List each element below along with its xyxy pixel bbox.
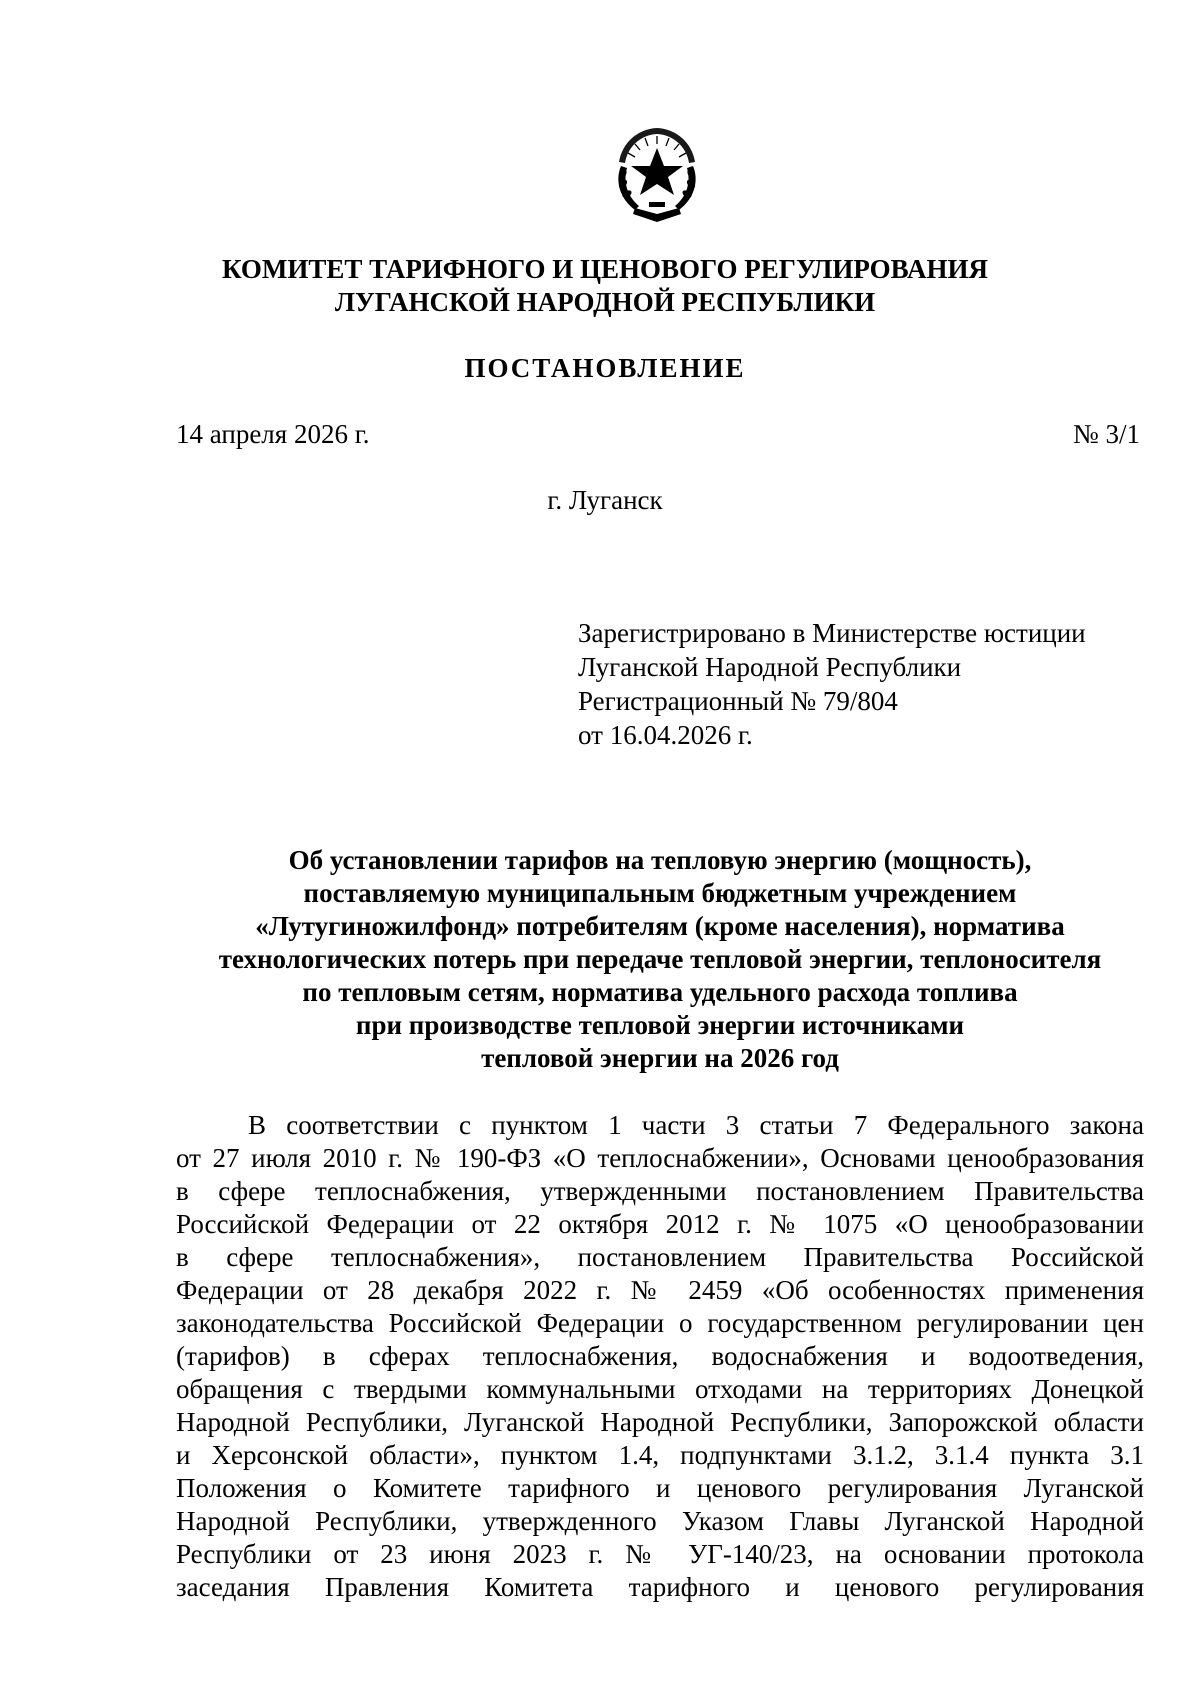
body-line: Народной Республики, Луганской Народной Республики, Запорожской области (176, 1407, 1144, 1437)
body-line: В соответствии с пунктом 1 части 3 статьи 7 Федерального закона (248, 1110, 1144, 1140)
registration-line: от 16.04.2026 г. (578, 720, 753, 750)
document-type: ПОСТАНОВЛЕНИЕ (464, 353, 746, 383)
body-line: в сфере теплоснабжения», постановлением Правительства Российской (176, 1242, 1144, 1272)
registration-line: Регистрационный № 79/804 (578, 686, 898, 716)
title-line: поставляемую муниципальным бюджетным учреждением (303, 878, 1017, 908)
body-line: законодательства Российской Федерации о государственном регулировании цен (176, 1308, 1144, 1338)
title-line: «Лутугиножилфонд» потребителям (кроме населения), норматива (255, 911, 1065, 941)
state-emblem-icon (605, 122, 709, 226)
body-line: Республики от 23 июня 2023 г. № УГ-140/23, на основании протокола (176, 1539, 1144, 1569)
body-line: Положения о Комитете тарифного и ценового регулирования Луганской (176, 1473, 1144, 1503)
registration-line: Луганской Народной Республики (578, 652, 962, 682)
title-line: Об установлении тарифов на тепловую энергию (мощность), (288, 845, 1032, 875)
document-title (176, 844, 1144, 1075)
body-line: Российской Федерации от 22 октября 2012 г. № 1075 «О ценообразовании (176, 1209, 1144, 1239)
body-line: заседания Правления Комитета тарифного и ценового регулирования (176, 1572, 1144, 1602)
document-number: № 3/1 (1072, 419, 1140, 449)
document-city: г. Луганск (547, 485, 663, 515)
body-line: в сфере теплоснабжения, утвержденными постановлением Правительства (176, 1176, 1144, 1206)
committee-line: КОМИТЕТ ТАРИФНОГО И ЦЕНОВОГО РЕГУЛИРОВАНИЯ (221, 254, 988, 284)
title-line: тепловой энергии на 2026 год (481, 1043, 839, 1073)
title-line: технологических потерь при передаче тепловой энергии, теплоносителя (218, 944, 1102, 974)
committee-line: ЛУГАНСКОЙ НАРОДНОЙ РЕСПУБЛИКИ (334, 287, 876, 317)
body-line: Федерации от 28 декабря 2022 г. № 2459 «Об особенностях применения (176, 1275, 1144, 1305)
title-line: при производстве тепловой энергии источниками (355, 1010, 965, 1040)
body-line: Народной Республики, утвержденного Указом Главы Луганской Народной (176, 1506, 1144, 1536)
title-line: по тепловым сетям, норматива удельного расхода топлива (302, 977, 1018, 1007)
body-line: (тарифов) в сферах теплоснабжения, водоснабжения и водоотведения, (176, 1341, 1144, 1371)
body-line: обращения с твердыми коммунальными отходами на территориях Донецкой (176, 1374, 1144, 1404)
body-paragraph (176, 1109, 1144, 1604)
registration-line: Зарегистрировано в Министерстве юстиции (578, 618, 1086, 648)
document-date: 14 апреля 2026 г. (176, 419, 370, 449)
registration-block (578, 616, 1086, 752)
body-line: и Херсонской области», пунктом 1.4, подпунктами 3.1.2, 3.1.4 пункта 3.1 (176, 1440, 1144, 1470)
body-line: от 27 июля 2010 г. № 190-ФЗ «О теплоснабжении», Основами ценообразования (176, 1143, 1144, 1173)
committee-name (160, 253, 1050, 319)
